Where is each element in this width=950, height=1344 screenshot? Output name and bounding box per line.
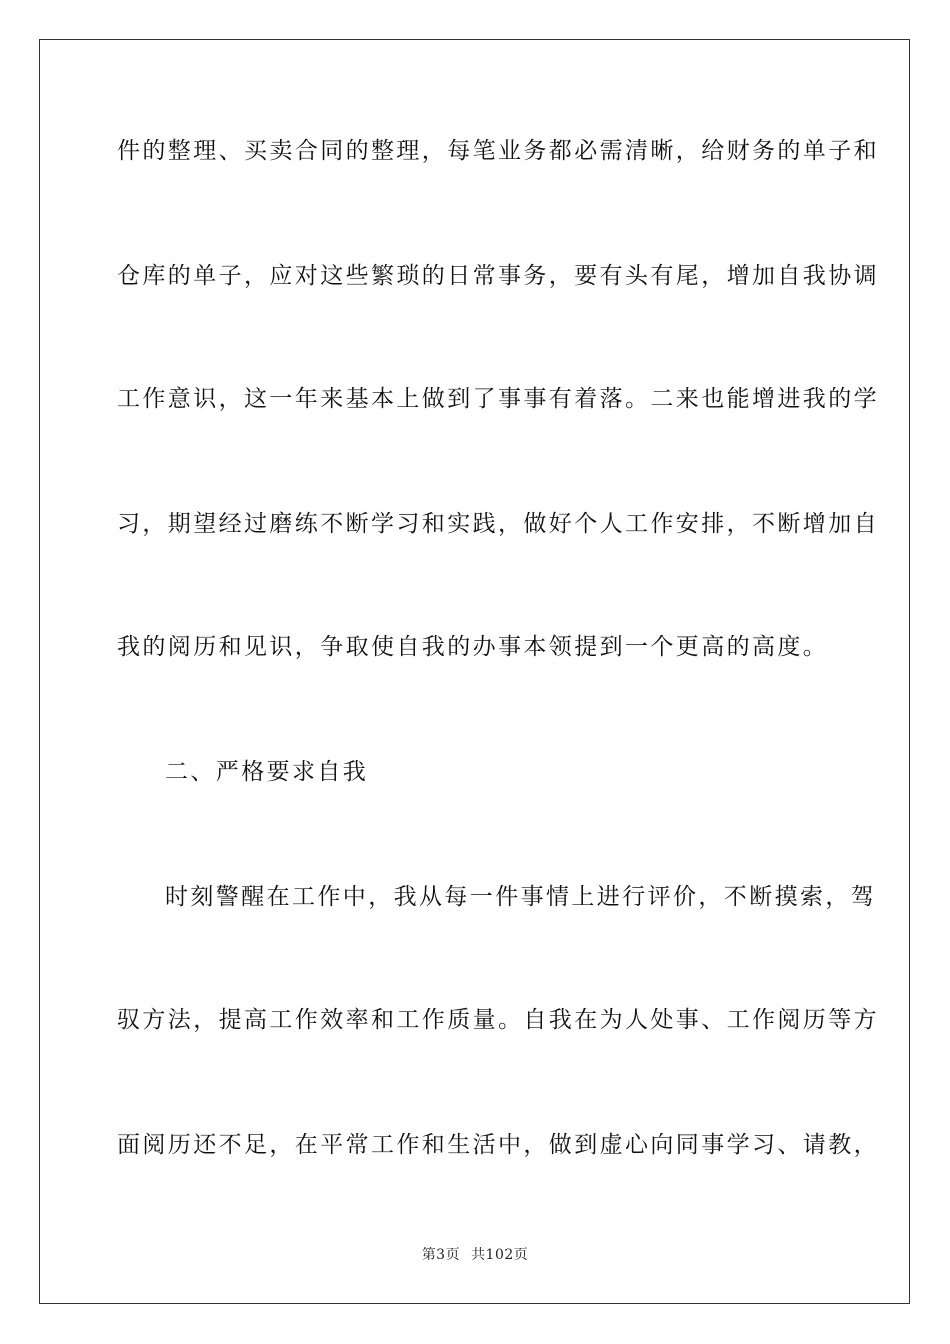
paragraph-line: 件的整理、买卖合同的整理，每笔业务都必需清晰，给财务的单子和 bbox=[117, 138, 879, 164]
paragraph-line: 驭方法，提高工作效率和工作质量。自我在为人处事、工作阅历等方 bbox=[117, 1007, 879, 1033]
page-number: 第3页 bbox=[421, 1247, 461, 1263]
paragraph-line: 习，期望经过磨练不断学习和实践，做好个人工作安排，不断增加自 bbox=[117, 511, 879, 537]
paragraph-line: 仓库的单子，应对这些繁琐的日常事务，要有头有尾，增加自我协调 bbox=[117, 263, 879, 289]
page-border bbox=[39, 39, 910, 1304]
paragraph-line: 面阅历还不足，在平常工作和生活中，做到虚心向同事学习、请教， bbox=[117, 1132, 879, 1158]
paragraph-line: 工作意识，这一年来基本上做到了事事有着落。二来也能增进我的学 bbox=[117, 386, 879, 412]
page-footer bbox=[0, 1246, 950, 1264]
paragraph-line: 时刻警醒在工作中，我从每一件事情上进行评价，不断摸索，驾 bbox=[165, 884, 877, 910]
section-heading: 二、严格要求自我 bbox=[165, 759, 369, 785]
paragraph-line: 我的阅历和见识，争取使自我的办事本领提到一个更高的高度。 bbox=[117, 634, 829, 660]
page-total: 共102页 bbox=[471, 1247, 529, 1263]
